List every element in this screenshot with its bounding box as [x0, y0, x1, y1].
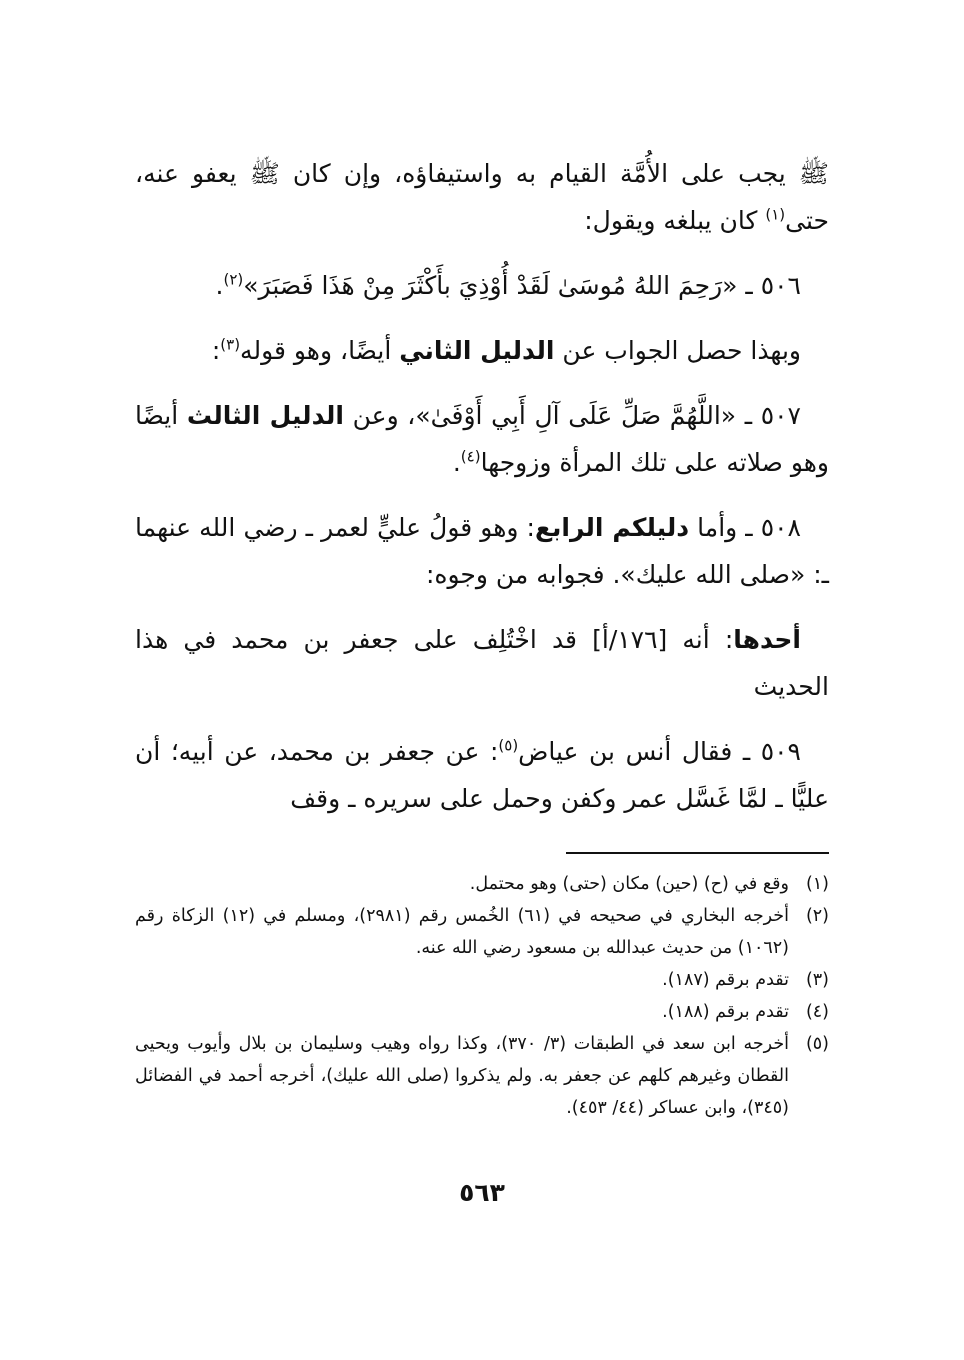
footnote-ref-2: (٢): [223, 270, 244, 289]
footnote-2: [135, 900, 829, 964]
paragraph-508-text-b: : وهو قولُ عليٍّ لعمر ـ رضي الله عنهما ـ: «صلى الله عليك». فجوابه من وجوه:: [135, 513, 829, 589]
paragraph-second-proof: [135, 327, 829, 374]
footnote-number: (٥): [805, 1034, 829, 1054]
hadith-507: [135, 392, 829, 486]
footnote-text: وقع في (ح) (حين) مكان (حتى) وهو محتمل.: [469, 874, 789, 894]
footnote-ref-4: (٤): [460, 447, 481, 466]
footnote-ref-1: (١): [765, 205, 786, 224]
footnote-5: [135, 1028, 829, 1124]
first-reply-heading: أحدها: [733, 625, 801, 654]
paragraph-509: [135, 728, 829, 822]
footnote-4: [135, 996, 829, 1028]
paragraph-first-reply-text: : أنه [١٧٦/أ] قد اخْتُلِف على جعفر بن محمد في هذا الحديث: [135, 625, 829, 701]
hadith-506-end: .: [215, 271, 224, 300]
main-text: [135, 150, 829, 840]
footnote-divider: [566, 852, 829, 854]
footnote-ref-3: (٣): [220, 335, 241, 354]
second-proof-heading: الدليل الثاني: [399, 336, 555, 365]
paragraph-3-text-a: وبهذا حصل الجواب عن: [554, 336, 801, 365]
hadith-507-text-a: ٥٠٧ ـ «اللَّهُمَّ صَلِّ عَلَى آلِ أَبِي أَوْفَىٰ»، وعن: [343, 401, 801, 430]
page-number: ٥٦٣: [459, 1178, 505, 1207]
paragraph-1: [135, 150, 829, 244]
footnote-text: تقدم برقم (١٨٨).: [662, 1002, 789, 1022]
paragraph-3-text-b: أيضًا، وهو قوله: [240, 336, 400, 365]
footnote-number: (٢): [805, 906, 829, 926]
paragraph-509-text-a: ٥٠٩ ـ فقال أنس بن عياض: [518, 737, 801, 766]
paragraph-first-reply: [135, 616, 829, 710]
footnote-number: (١): [805, 874, 829, 894]
footnote-1: [135, 868, 829, 900]
hadith-507-end: .: [452, 448, 461, 477]
paragraph-1-end: كان يبلغه ويقول:: [584, 206, 766, 235]
footnote-ref-5: (٥): [498, 736, 519, 755]
footnote-text: أخرجه ابن سعد في الطبقات (٣/ ٣٧٠)، وكذا رواه وهيب وسليمان بن بلال وأيوب ويحيى القطان وغيرهم كلهم عن جعفر به. ولم يذكروا (صلى الله عليك)، أخرجه أحمد في الفضائل (٣٤٥)، وابن عساكر (٤٤/ ٤٥٣).: [135, 1034, 790, 1118]
footnote-number: (٤): [805, 1002, 829, 1022]
footnote-number: (٣): [805, 970, 829, 990]
hadith-506-text: ٥٠٦ ـ «رَحِمَ اللهُ مُوسَىٰ لَقَدْ أُوْذِيَ بأَكْثَرَ مِنْ هَذَا فَصَبَرَ»: [243, 271, 801, 300]
footnote-text: أخرجه البخاري في صحيحه في (٦١) الخُمس رقم (٢٩٨١)، ومسلم في (١٢) الزكاة رقم (١٠٦٢) من حديث عبدالله بن مسعود رضي الله عنه.: [135, 906, 789, 958]
paragraph-1-text: ﷺ يجب على الأُمَّة القيام به واستيفاؤه، وإن كان ﷺ يعفو عنه، حتى: [135, 159, 829, 235]
footnote-3: [135, 964, 829, 996]
footnotes: [135, 868, 829, 1124]
footnote-text: تقدم برقم (١٨٧).: [662, 970, 789, 990]
hadith-507-text-b: أيضًا وهو صلاته على تلك المرأة وزوجها: [135, 401, 829, 477]
paragraph-509-text-b: : عن جعفر بن محمد، عن أبيه؛ أن عليًّا ـ لمَّا غَسَّل عمر وكفن وحمل على سريره ـ وقف: [135, 737, 829, 813]
paragraph-508: [135, 504, 829, 598]
paragraph-508-text-a: ٥٠٨ ـ وأما: [689, 513, 801, 542]
third-proof-heading: الدليل الثالث: [186, 401, 344, 430]
fourth-proof-heading: دليلكم الرابع: [534, 513, 690, 542]
hadith-506: [135, 262, 829, 309]
paragraph-3-end: :: [211, 336, 221, 365]
